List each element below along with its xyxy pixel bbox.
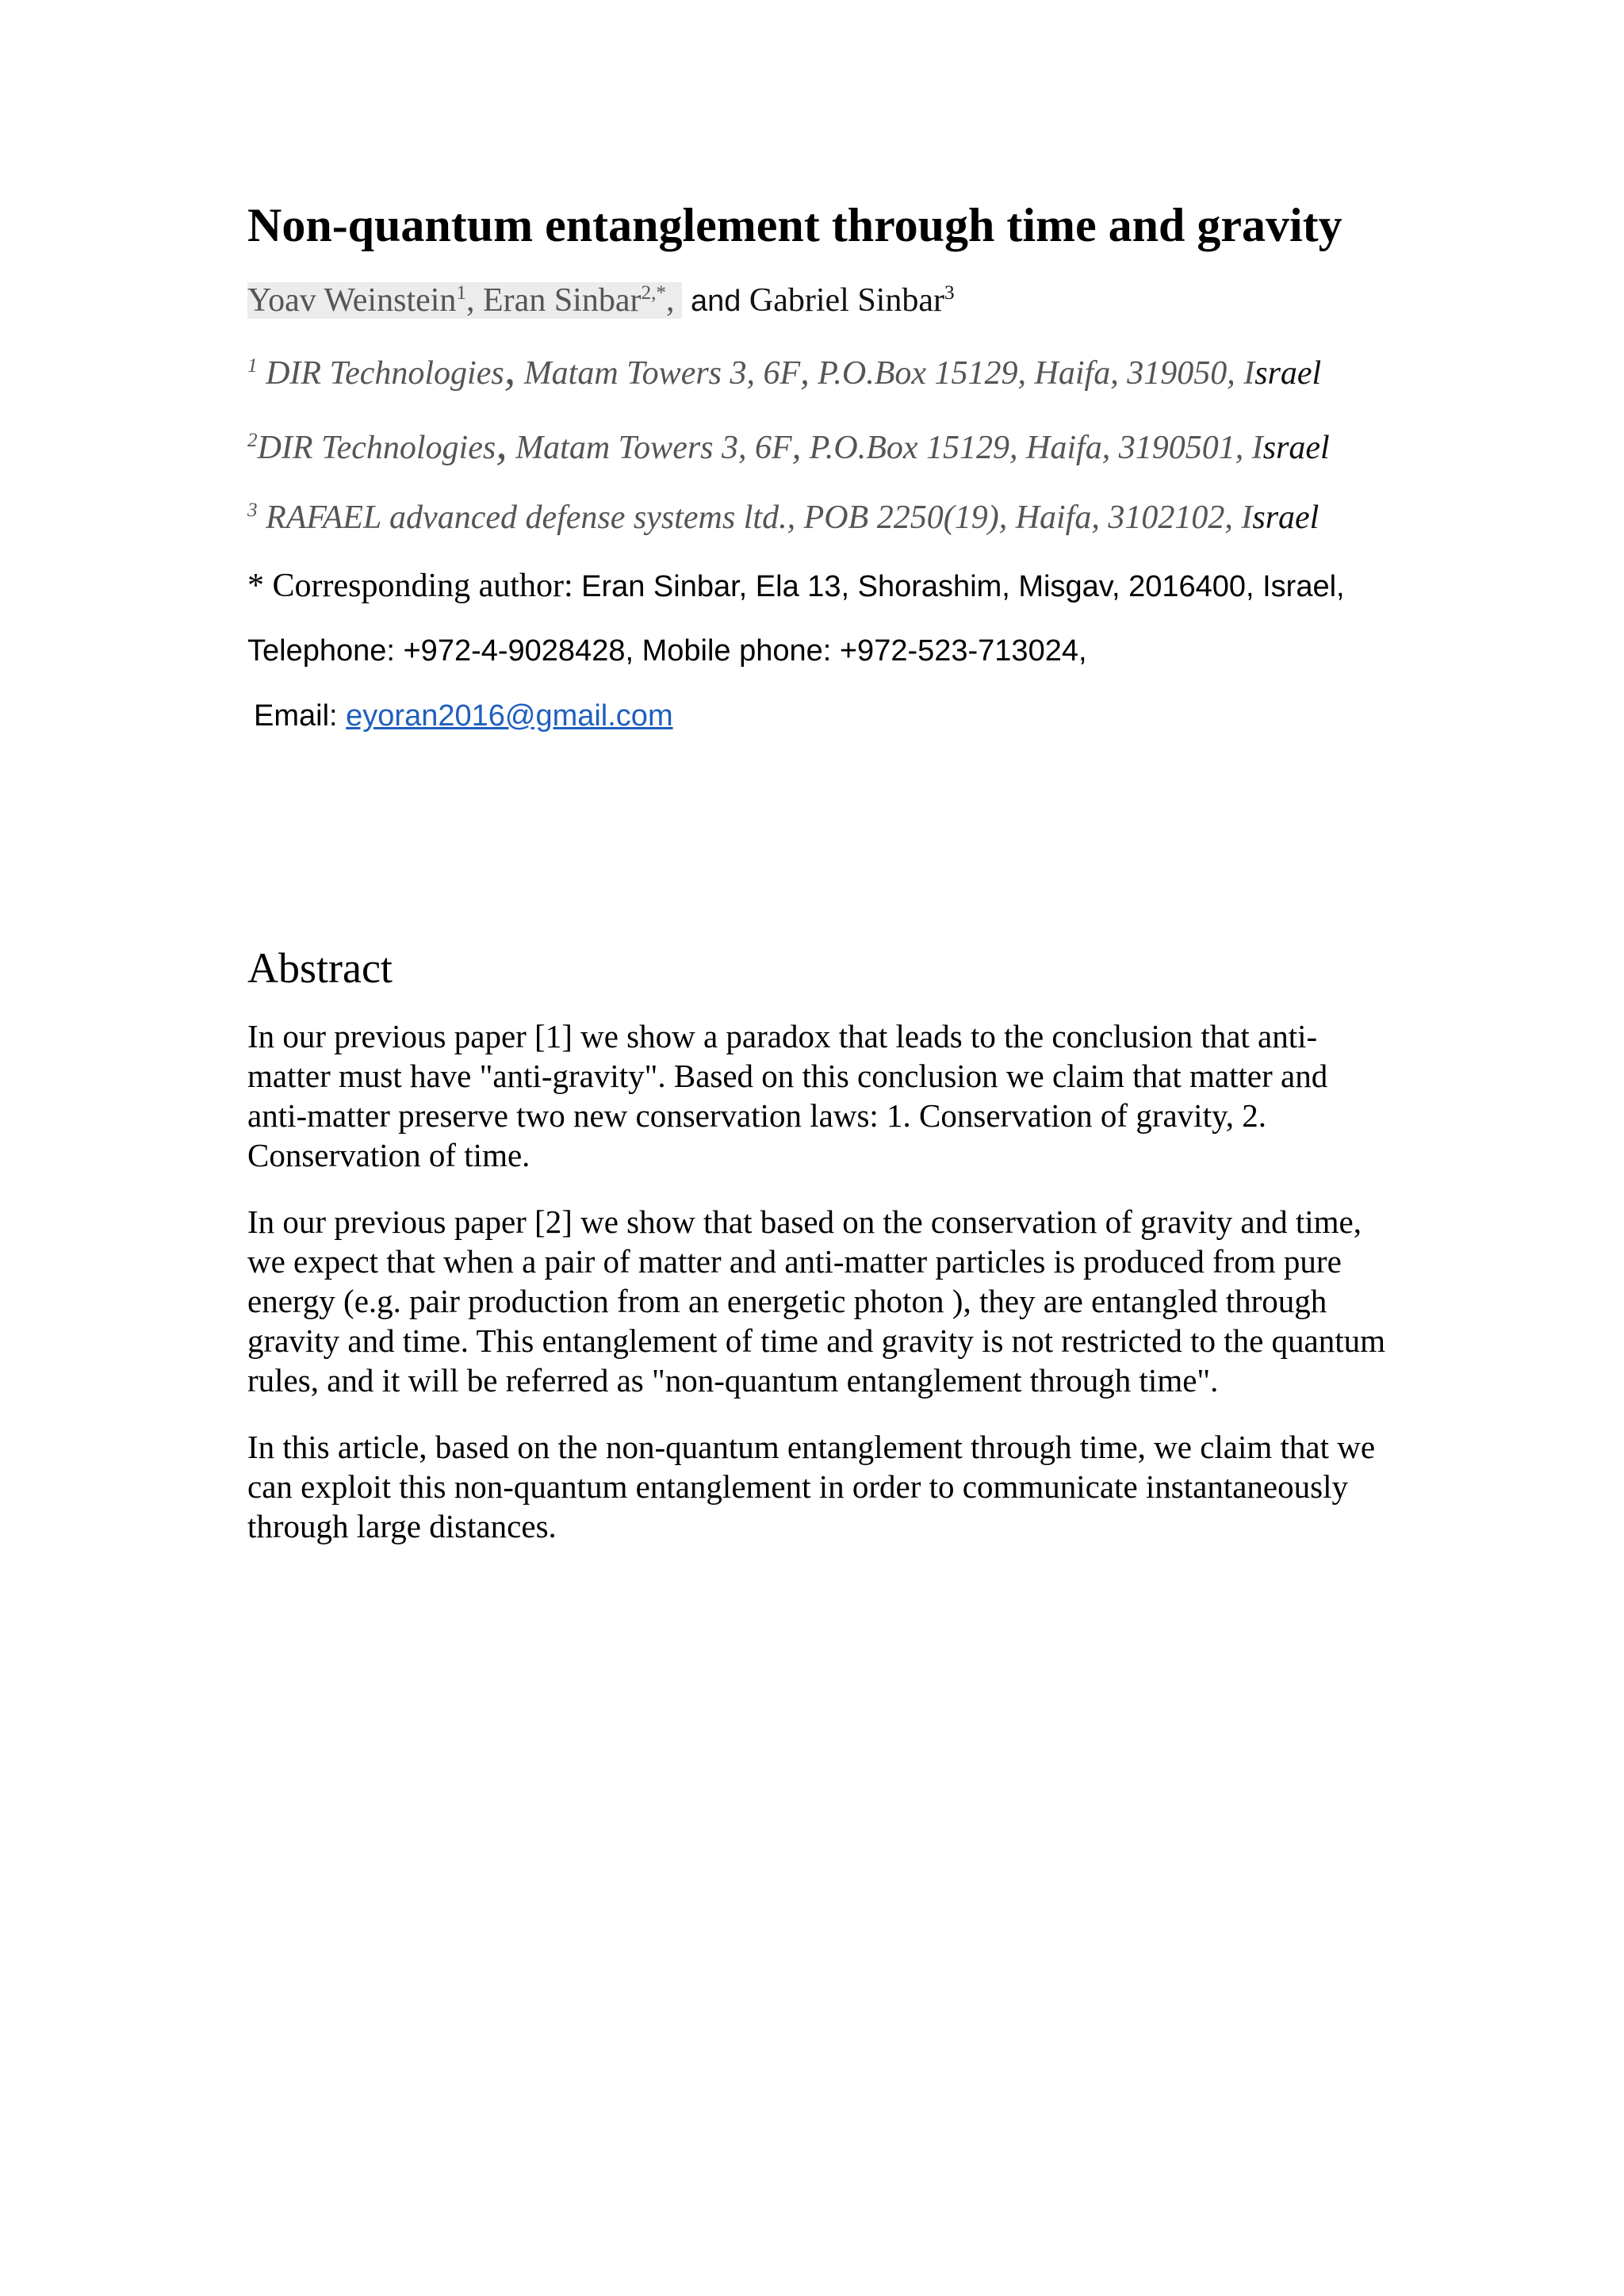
corresponding-author-address: Eran Sinbar, Ela 13, Shorashim, Misgav, 2016400, Israel, [581,570,1345,603]
abstract-paragraph: In our previous paper [1] we show a paradox that leads to the conclusion that anti-matter must have "anti-gravity". Based on this conclusion we claim that matter and anti-matter preserve two new conservation laws: 1. Conservation of gravity, 2. Conservation of time. [247,1018,1328,1173]
author-affiliation-mark: 3 [944,282,955,304]
affiliation-address: Matam Towers 3, 6F [515,430,792,466]
affiliation-2: $^2$DIR Technologies, Matam Towers 3, 6F, P.O.Box 15129, Haifa, 3190501, Israel [247,417,1330,469]
affiliation-country: srael [1262,430,1330,466]
author-separator: , [665,282,675,319]
affiliation-org: DIR Technologies [266,355,504,392]
abstract-paragraph: In this article, based on the non-quantum entanglement through time, we claim that we can exploit this non-quantum entanglement in order to communicate instantaneously through large distances. [247,1429,1376,1544]
affiliation-1: $^1$ DIR Technologies, Matam Towers 3, 6F, P.O.Box 15129, Haifa, 319050, Israel [247,342,1322,394]
author-affiliation-mark: 1 [456,282,467,304]
phone-line: Telephone: +972-4-9028428, Mobile phone: +972-523-713024, [247,634,1087,668]
affiliation-text: RAFAEL advanced defense systems ltd., POB 2250(19), Haifa, 3102102, I [266,499,1253,536]
author-conjunction: and [690,285,741,318]
email-line [254,695,673,737]
affiliation-mark: 2 [247,430,258,451]
affiliation-3 [247,495,1319,541]
abstract-heading: Abstract [247,944,393,992]
author-separator: , [466,282,484,319]
abstract-paragraph: In our previous paper [2] we show that based on the conservation of gravity and time, we expect that when a pair of matter and anti-matter particles is produced from pure energy (e.g. pair production from an energetic photon ), they are entangled through gravity and time. This entanglement of time and gravity is not restricted to the quantum rules, and it will be referred as "non-quantum entanglement through time". [247,1203,1386,1399]
paper-title: Non-quantum entanglement through time and gravity [247,199,1342,251]
author-highlight [247,282,682,319]
affiliation-address-2: P.O.Box 15129, Haifa, 3190501, I [809,430,1263,466]
affiliation-org: DIR Technologies [257,430,496,466]
affiliation-country: srael [1254,355,1322,392]
affiliation-address: Matam Towers 3, 6F [523,355,801,392]
author-name: Gabriel Sinbar [749,282,944,319]
corresponding-author-line [247,564,1345,608]
author-name: Yoav Weinstein [247,282,457,319]
affiliation-address-2: P.O.Box 15129, Haifa, 319050, I [818,355,1255,392]
author-list [247,277,955,324]
email-link[interactable]: eyoran2016@gmail.com [346,699,673,733]
email-label: Email: [254,699,347,733]
author-affiliation-mark: 2,* [641,282,666,304]
affiliation-mark: 3 [247,499,258,521]
affiliation-country: srael [1252,499,1320,536]
author-name: Eran Sinbar [483,282,642,319]
corresponding-author-label: * Corresponding author: [247,568,582,604]
affiliation-mark: 1 [247,355,258,377]
